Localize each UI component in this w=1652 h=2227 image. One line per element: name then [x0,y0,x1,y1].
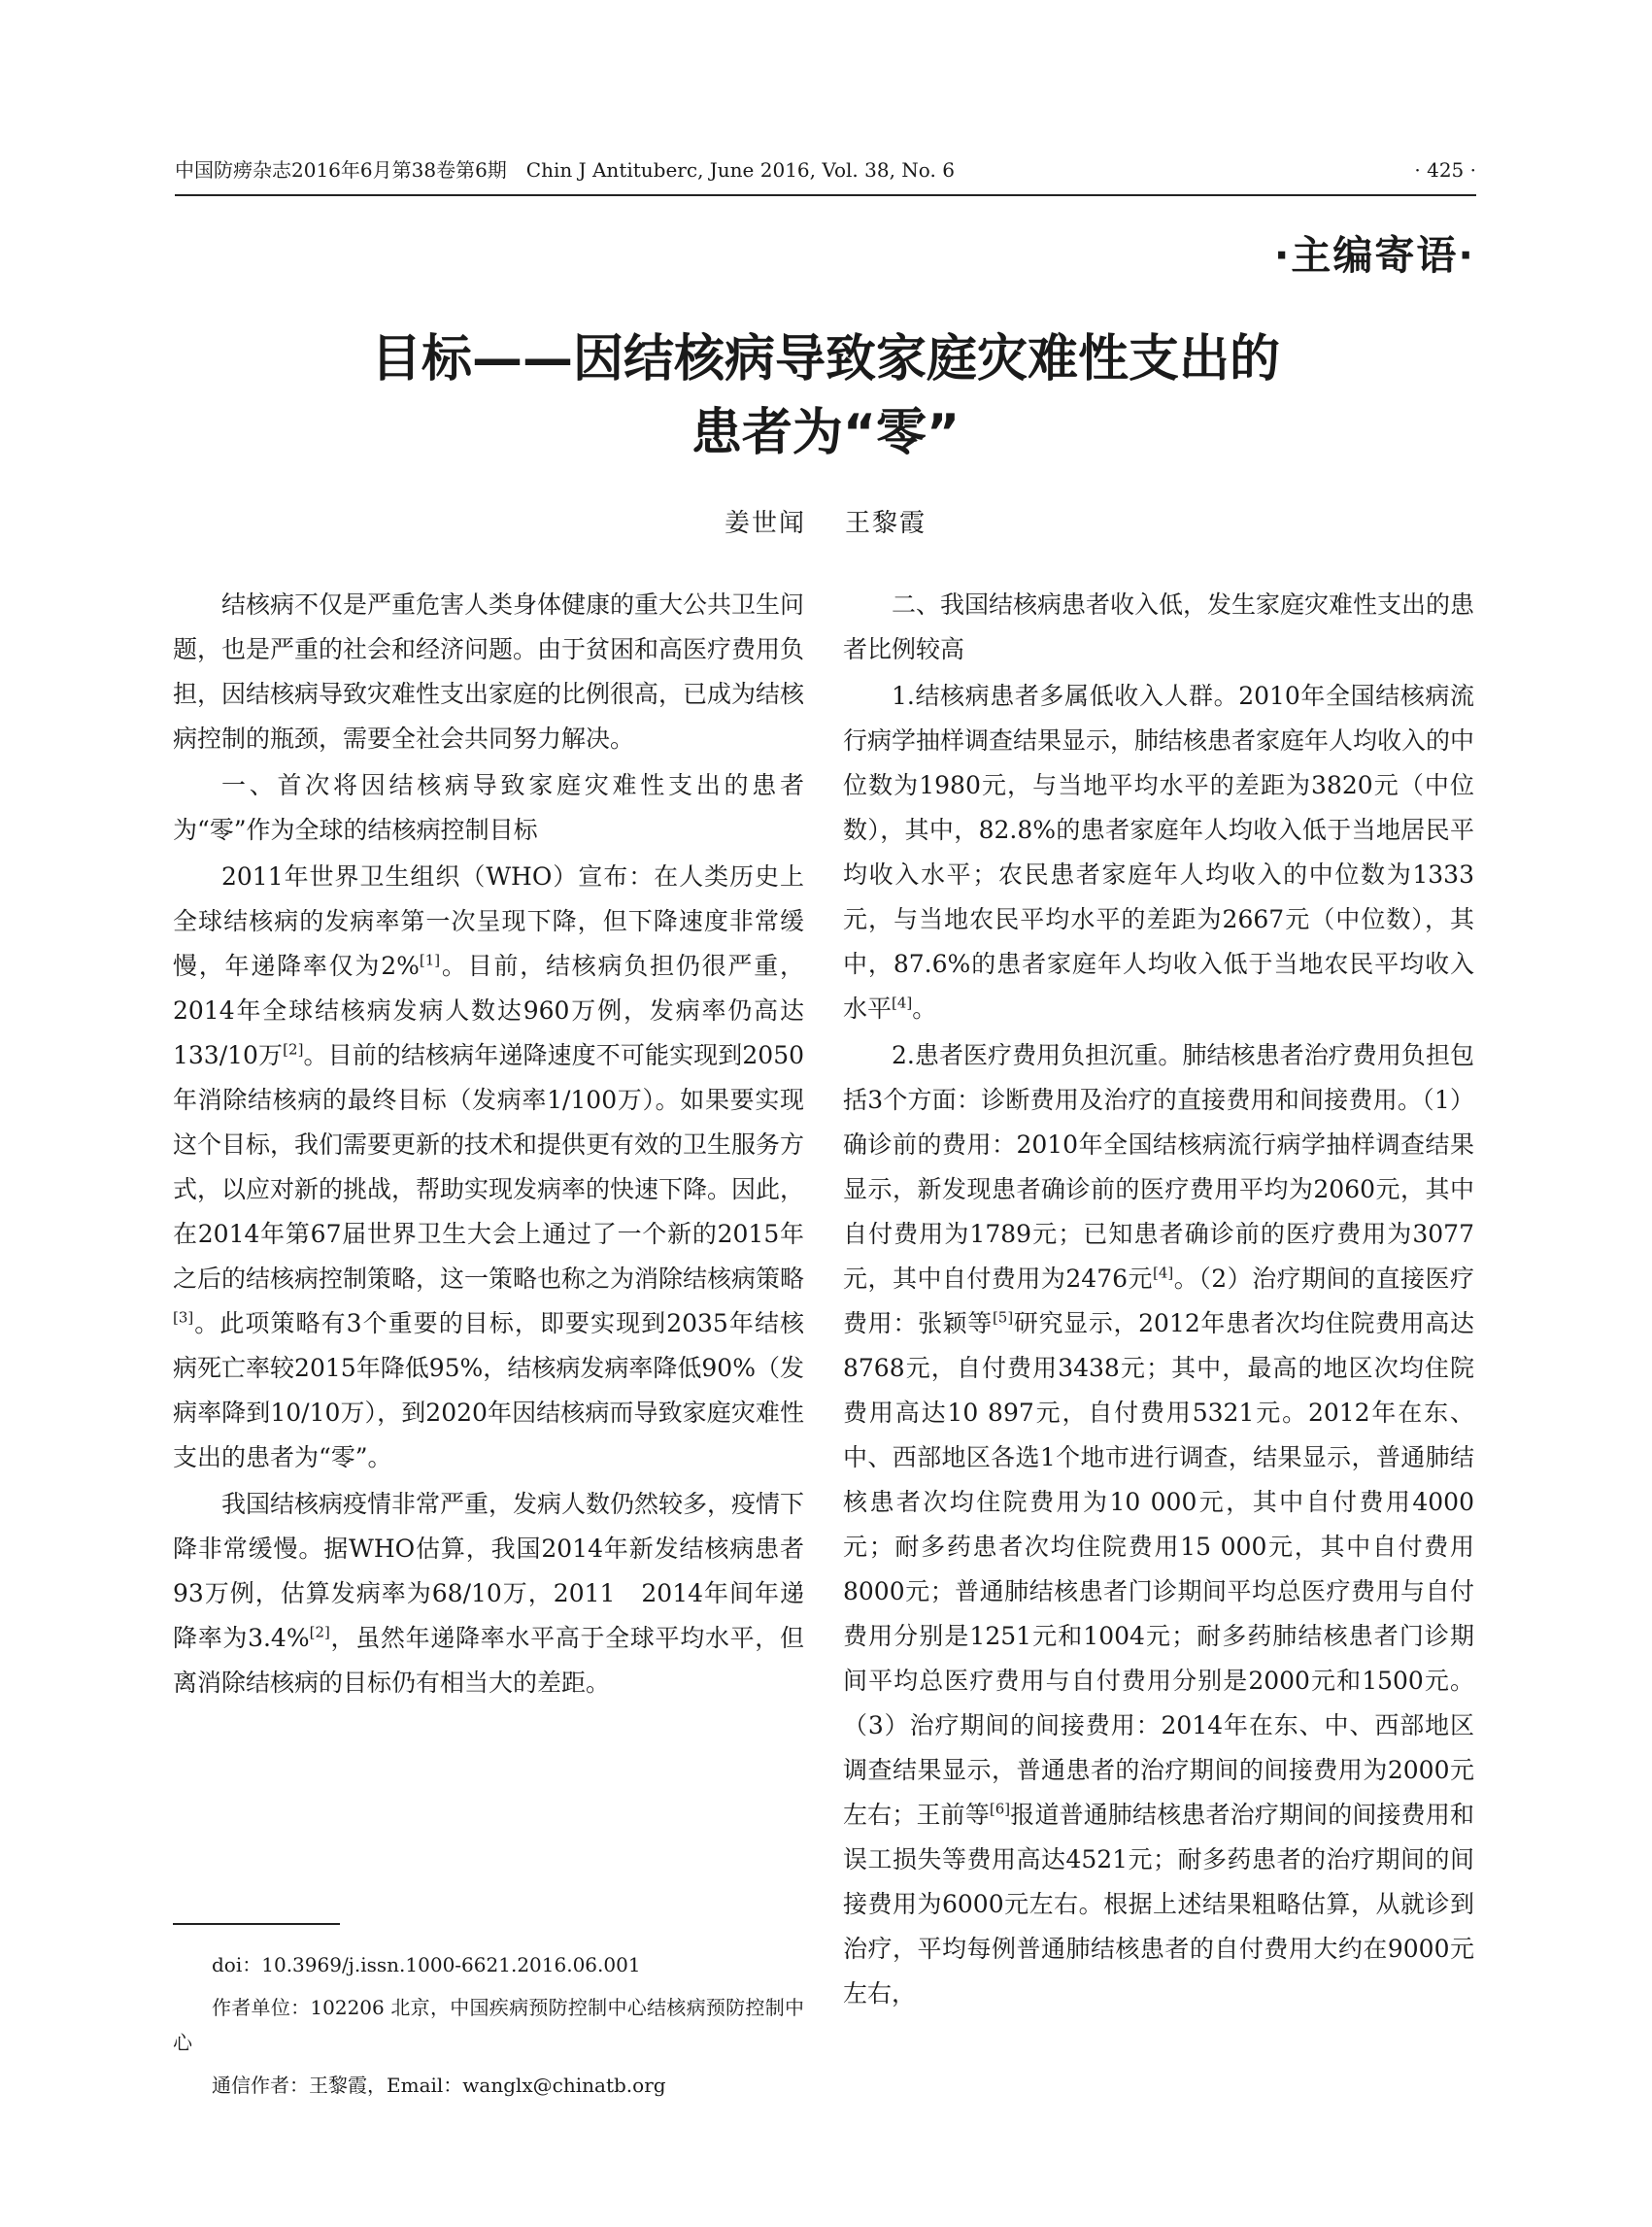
text-run: 2.患者医疗费用负担沉重。肺结核患者治疗费用负担包括3个方面：诊断费用及治疗的直接费用和间接费用。（1）确诊前的费用：2010年全国结核病流行病学抽样调查结果显示，新发现患者确诊前的医疗费用平均为2060元，其中自付费用为1789元；已知患者确诊前的医疗费用为3077元，其中自付费用为2476元 [843,1041,1474,1293]
paragraph [173,855,804,1480]
footnote-divider [173,1923,340,1925]
text-run: 。目前，结核病负担仍很严重，2014年全球结核病发病人数达960万例，发病率仍高达133/10万 [173,952,804,1069]
correspondence: 通信作者：王黎霞，Email：wanglx@chinatb.org [212,2074,666,2097]
section-heading-2: 二、我国结核病患者收入低，发生家庭灾难性支出的患者比例较高 [843,590,1475,663]
title-line-1: 目标——因结核病导致家庭灾难性支出的 [370,330,1280,388]
text-run: 1.结核病患者多属低收入人群。2010年全国结核病流行病学抽样调查结果显示，肺结核患者家庭年人均收入的中位数为1980元，与当地平均水平的差距为3820元（中位数），其中，82.8%的患者家庭年人均收入低于当地居民平均收入水平；农民患者家庭年人均收入的中位数为1333元，与当地农民平均水平的差距为2667元（中位数），其中，87.6%的患者家庭年人均收入低于当地农民平均收入水平 [843,682,1475,1023]
running-header [175,155,1476,196]
citation-ref: [4] [892,994,913,1012]
article-title [175,322,1476,470]
doi: doi：10.3969/j.issn.1000-6621.2016.06.001 [212,1953,641,1976]
text-run: 我国结核病疫情非常严重，发病人数仍然较多，疫情下降非常缓慢。据WHO估算，我国2014年新发结核病患者93万例，估算发病率为68/10万，2011 2014年间年递降率为3.4% [173,1490,805,1652]
author-affiliation: 作者单位：102206 北京，中国疾病预防控制中心结核病预防控制中心 [173,1996,804,2054]
citation-ref: [2] [309,1623,330,1641]
citation-ref: [2] [283,1040,304,1059]
text-run: 报道普通肺结核患者治疗期间的间接费用和误工损失等费用高达4521元；耐多药患者的治疗期间的间接费用为6000元左右。根据上述结果粗略估算，从就诊到治疗，平均每例普通肺结核患者的自付费用大约在9000元左右， [843,1801,1474,2008]
text-run: 2011年世界卫生组织（WHO）宣布：在人类历史上全球结核病的发病率第一次呈现下降，但下降速度非常缓慢，年递降率仅为2% [173,862,804,980]
citation-ref: [3] [173,1308,194,1327]
text-run: ，虽然年递降率水平高于全球平均水平，但离消除结核病的目标仍有相当大的差距。 [173,1624,804,1697]
left-column [173,583,804,1707]
page-number: · 425 · [1414,158,1476,182]
right-column [843,583,1474,2018]
footnotes [173,1947,804,2110]
author-2: 王黎霞 [845,509,927,538]
author-list [175,503,1476,539]
citation-ref: [6] [989,1800,1011,1818]
section-label: ·主编寄语· [1273,232,1475,279]
paragraph [173,1482,804,1705]
citation-ref: [4] [1153,1264,1174,1282]
citation-ref: [1] [419,951,441,969]
text-run: 。此项策略有3个重要的目标，即要实现到2035年结核病死亡率较2015年降低95%，结核病发病率降低90%（发病率降到10/10万），到2020年因结核病而导致家庭灾难性支出的患者为“零”。 [173,1309,804,1471]
author-1: 姜世闻 [724,509,806,538]
section-heading-1: 一、首次将因结核病导致家庭灾难性支出的患者为“零”作为全球的结核病控制目标 [173,771,804,844]
paragraph [843,1033,1474,2016]
paragraph [843,674,1474,1031]
text-run: 。（2）治疗期间的直接医疗费用：张颖等 [843,1265,1474,1337]
journal-citation: 中国防痨杂志2016年6月第38卷第6期 Chin J Antituberc, June 2016, Vol. 38, No. 6 [175,158,955,182]
text-run: 。目前的结核病年递降速度不可能实现到2050年消除结核病的最终目标（发病率1/100万）。如果要实现这个目标，我们需要更新的技术和提供更有效的卫生服务方式，以应对新的挑战，帮助实现发病率的快速下降。因此，在2014年第67届世界卫生大会上通过了一个新的2015年之后的结核病控制策略，这一策略也称之为消除结核病策略 [173,1041,805,1293]
text-run: 。 [912,995,937,1023]
title-line-2: 患者为“零” [691,404,961,462]
text-run: 研究显示，2012年患者次均住院费用高达8768元，自付费用3438元；其中，最高的地区次均住院费用高达10 897元，自付费用5321元。2012年在东、中、西部地区各选1个地市进行调查，结果显示，普通肺结核患者次均住院费用为10 000元，其中自付费用4000元；耐多药患者次均住院费用15 000元，其中自付费用8000元；普通肺结核患者门诊期间平均总医疗费用与自付费用分别是1251元和1004元；耐多药肺结核患者门诊期间平均总医疗费用与自付费用分别是2000元和1500元。（3）治疗期间的间接费用：2014年在东、中、西部地区调查结果显示，普通患者的治疗期间的间接费用为2000元左右；王前等 [843,1309,1474,1829]
citation-ref: [5] [992,1308,1014,1327]
paragraph: 结核病不仅是严重危害人类身体健康的重大公共卫生问题，也是严重的社会和经济问题。由于贫困和高医疗费用负担，因结核病导致灾难性支出家庭的比例很高，已成为结核病控制的瓶颈，需要全社会共同努力解决。 [173,590,805,753]
